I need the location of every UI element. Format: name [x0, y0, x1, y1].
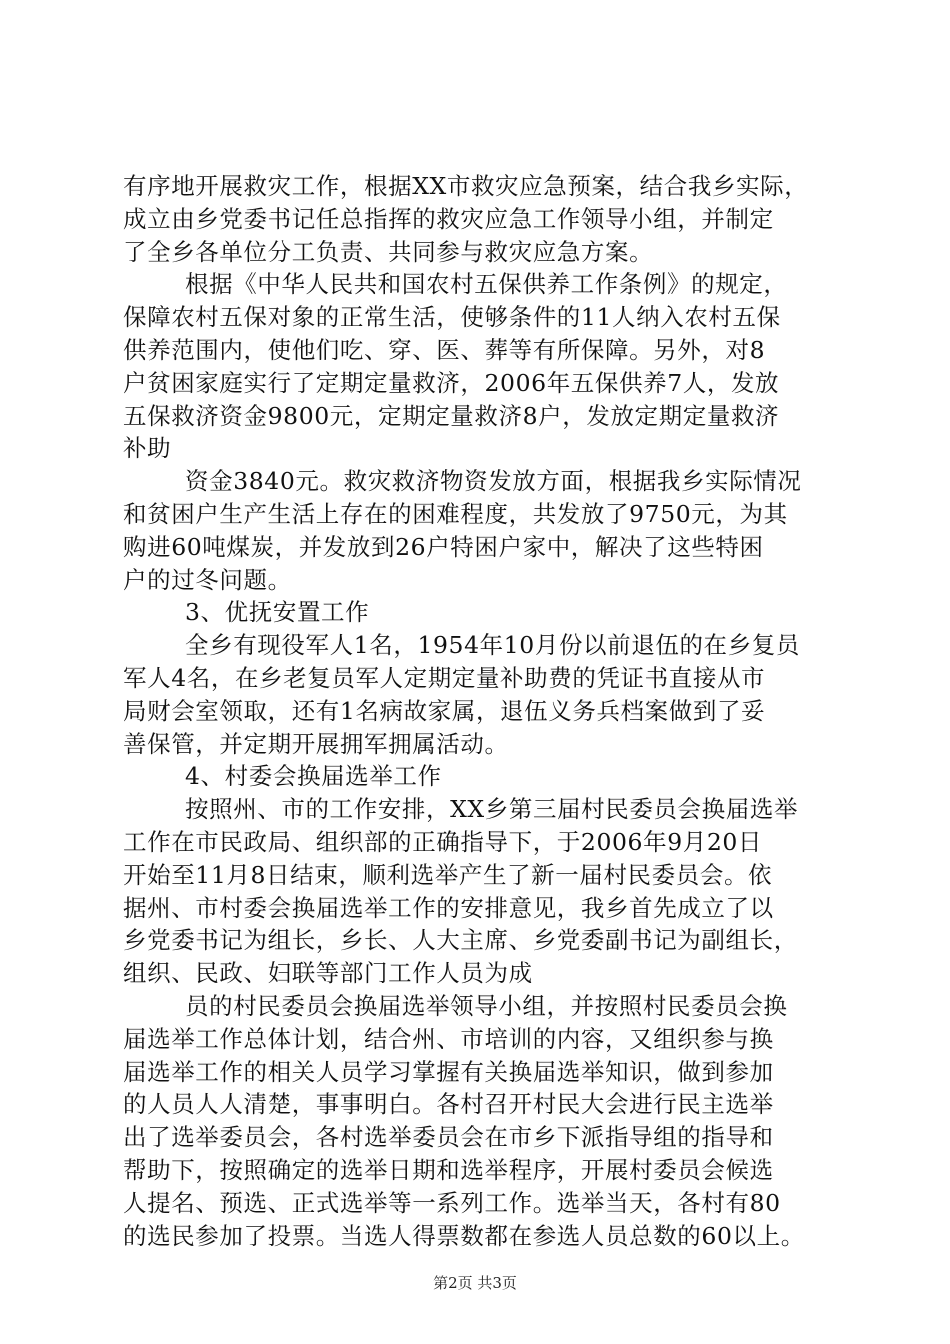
text-line: 组织、民政、妇联等部门工作人员为成 — [123, 959, 533, 988]
text-line: 局财会室领取，还有1名病故家属，退伍义务兵档案做到了妥 — [123, 696, 766, 725]
paragraph-start-line: 员的村民委员会换届选举领导小组，并按照村民委员会换 — [185, 991, 788, 1020]
text-line: 五保救济资金9800元，定期定量救济8户，发放定期定量救济 — [123, 401, 780, 430]
text-line: 的选民参加了投票。当选人得票数都在参选人员总数的60以上。 — [123, 1221, 805, 1250]
paragraph-start-line: 根据《中华人民共和国农村五保供养工作条例》的规定， — [185, 270, 788, 299]
paragraph-start-line: 全乡有现役军人1名，1954年10月份以前退伍的在乡复员 — [185, 631, 800, 660]
text-line: 购进60吨煤炭，并发放到26户特困户家中，解决了这些特困 — [123, 532, 764, 561]
text-line: 户贫困家庭实行了定期定量救济，2006年五保供养7人，发放 — [123, 368, 780, 397]
text-line: 帮助下，按照确定的选举日期和选举程序，开展村委员会候选 — [123, 1155, 774, 1184]
text-line: 供养范围内，使他们吃、穿、医、葬等有所保障。另外，对8 — [123, 335, 766, 364]
text-line: 军人4名，在乡老复员军人定期定量补助费的凭证书直接从市 — [123, 663, 766, 692]
paragraph-start-line: 资金3840元。救灾救济物资发放方面，根据我乡实际情况 — [185, 467, 802, 496]
text-line: 的人员人人清楚，事事明白。各村召开村民大会进行民主选举 — [123, 1090, 774, 1119]
text-line: 了全乡各单位分工负责、共同参与救灾应急方案。 — [123, 237, 654, 266]
text-line: 届选举工作的相关人员学习掌握有关换届选举知识，做到参加 — [123, 1057, 774, 1086]
section-heading: 3、优抚安置工作 — [185, 598, 370, 627]
text-line: 出了选举委员会，各村选举委员会在市乡下派指导组的指导和 — [123, 1123, 774, 1152]
text-line: 补助 — [123, 434, 172, 463]
text-line: 届选举工作总体计划，结合州、市培训的内容，又组织参与换 — [123, 1024, 774, 1053]
text-line: 有序地开展救灾工作，根据XX市救灾应急预案，结合我乡实际， — [123, 172, 809, 200]
text-line: 和贫困户生产生活上存在的困难程度，共发放了9750元，为其 — [123, 499, 788, 528]
document-body — [123, 170, 863, 1252]
text-line: 人提名、预选、正式选举等一系列工作。选举当天，各村有80 — [123, 1188, 781, 1217]
text-line: 保障农村五保对象的正常生活，使够条件的11人纳入农村五保 — [123, 303, 781, 332]
text-line: 户的过冬问题。 — [123, 565, 292, 594]
text-line: 开始至11月8日结束，顺利选举产生了新一届村民委员会。依 — [123, 860, 773, 889]
text-line: 善保管，并定期开展拥军拥属活动。 — [123, 729, 509, 758]
text-line: 据州、市村委会换届选举工作的安排意见，我乡首先成立了以 — [123, 893, 774, 922]
paragraph-start-line: 按照州、市的工作安排，XX乡第三届村民委员会换届选举 — [185, 795, 799, 824]
page-number-footer: 第2页 共3页 — [433, 1274, 517, 1292]
section-heading: 4、村委会换届选举工作 — [185, 762, 442, 791]
text-line: 乡党委书记为组长，乡长、人大主席、乡党委副书记为副组长， — [123, 926, 798, 955]
text-line: 成立由乡党委书记任总指挥的救灾应急工作领导小组，并制定 — [123, 204, 774, 233]
text-line: 工作在市民政局、组织部的正确指导下，于2006年9月20日 — [123, 827, 763, 856]
